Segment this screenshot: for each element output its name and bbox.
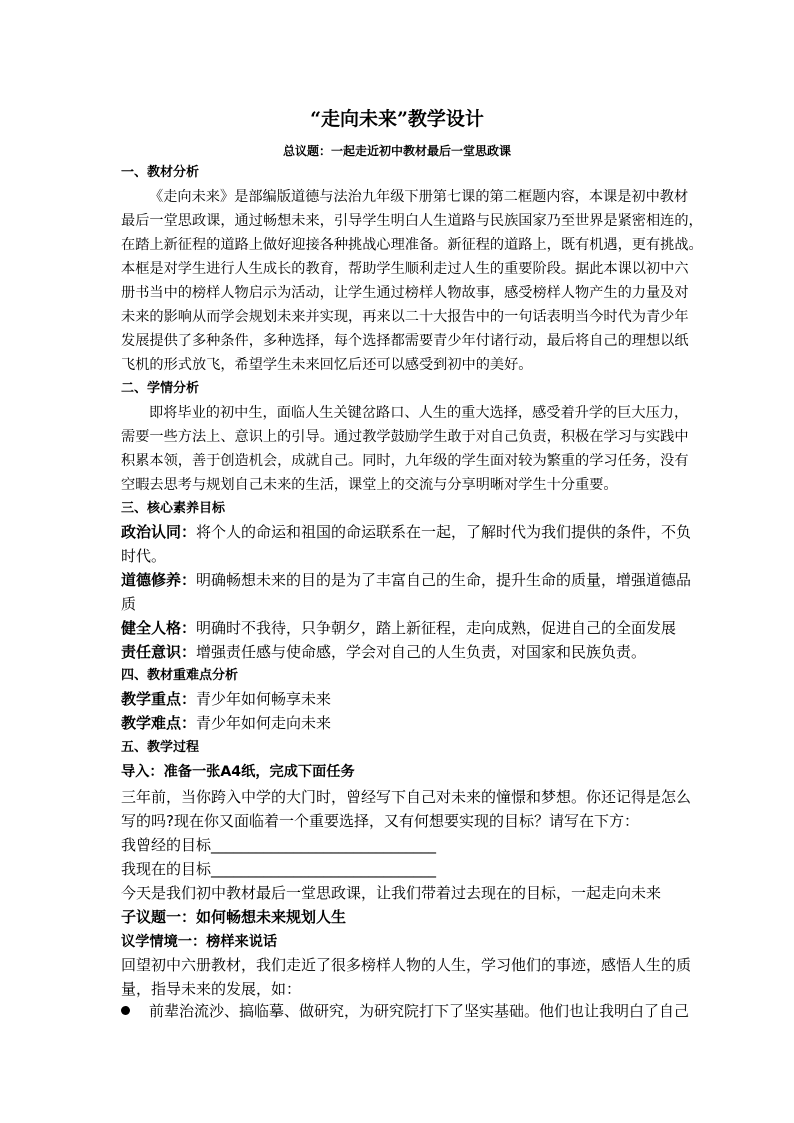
intro-task: 导入：准备一张A4纸，完成下面任务: [121, 764, 355, 780]
goal-sound-personality: [121, 618, 681, 638]
goal-label: 健全人格：: [121, 619, 197, 637]
paragraph-line: 最后一堂思政课，通过畅想未来，引导学生明白人生道路与民族国家乃至世界是紧密相连的，: [121, 213, 703, 229]
paragraph-line: 时代。: [121, 547, 167, 565]
paragraph-line: 《走向未来》是部编版道德与法治九年级下册第七课的第二框题内容，本课是初中教材: [149, 189, 689, 205]
paragraph-line: 未来的影响从而学会规划未来并实现，再来以二十大报告中的一句话表明当今时代为青少年: [121, 309, 689, 325]
sub-topic-1: 子议题一：如何畅想未来规划人生: [121, 908, 347, 926]
paragraph-line: 册书当中的榜样人物启示为活动，让学生通过榜样人物故事，感受榜样人物产生的力量及对: [121, 285, 689, 301]
goal-text: 增强责任感与使命感，学会对自己的人生负责，对国家和民族负责。: [196, 643, 647, 661]
doc-subtitle: 总议题：一起走近初中教材最后一堂思政课: [282, 144, 511, 158]
goal-label: 政治认同：: [121, 523, 197, 541]
paragraph-line: 量，指导未来的发展，如：: [121, 980, 302, 998]
goal-text: 明确畅想未来的目的是为了丰富自己的生命，提升生命的质量，增强道德品: [196, 571, 692, 589]
paragraph-line: 写的吗?现在你又面临着一个重要选择，又有何想要实现的目标？请写在下方：: [121, 812, 639, 830]
difficulty-text: 青少年如何走向未来: [196, 714, 332, 732]
section-heading-2: 二、学情分析: [121, 381, 200, 396]
paragraph-line: 今天是我们初中教材最后一堂思政课，让我们带着过去现在的目标，一起走向未来: [121, 884, 662, 902]
paragraph-line: 回望初中六册教材，我们走近了很多榜样人物的人生，学习他们的事迹，感悟人生的质: [121, 956, 692, 974]
past-goal-blank: 我曾经的目标______________________________: [121, 836, 437, 854]
goal-label: 责任意识：: [121, 643, 197, 661]
paragraph-line: 空暇去思考与规划自己未来的生活，课堂上的交流与分享明晰对学生十分重要。: [121, 477, 618, 493]
discussion-scene-1: 议学情境一：榜样来说话: [121, 934, 278, 950]
paragraph-line: 需要一些方法上、意识上的引导。通过教学鼓励学生敢于对自己负责，积极在学习与实践中: [121, 429, 689, 445]
bullet-icon: [121, 1006, 130, 1015]
goal-text: 将个人的命运和祖国的命运联系在一起，了解时代为我们提供的条件，不负: [196, 523, 692, 541]
doc-title: “走向未来”教学设计: [310, 108, 484, 130]
paragraph-line: 飞机的形式放飞，希望学生未来回忆后还可以感受到初中的美好。: [121, 357, 533, 373]
section-heading-5: 五、教学过程: [121, 740, 200, 755]
goal-responsibility: [121, 642, 681, 662]
key-label: 教学重点：: [121, 690, 197, 708]
section-heading-1: 一、教材分析: [121, 165, 200, 180]
section-heading-3: 三、核心素养目标: [121, 501, 226, 516]
paragraph-line: 即将毕业的初中生，面临人生关键岔路口、人生的重大选择，感受着升学的巨大压力，: [149, 405, 689, 421]
current-goal-blank: 我现在的目标______________________________: [121, 860, 437, 878]
difficulty-label: 教学难点：: [121, 714, 197, 732]
teaching-difficulty: [121, 713, 681, 733]
teaching-key-point: [121, 689, 681, 709]
goal-political-identity: [121, 522, 692, 542]
goal-label: 道德修养：: [121, 571, 197, 589]
section-heading-4: 四、教材重难点分析: [121, 668, 239, 683]
paragraph-line: 质: [121, 595, 137, 613]
paragraph-line: 三年前，当你跨入中学的大门时，曾经写下自己对未来的憧憬和梦想。你还记得是怎么: [121, 788, 692, 806]
key-text: 青少年如何畅享未来: [196, 690, 332, 708]
goal-moral-cultivation: [121, 570, 692, 590]
paragraph-line: 积累本领，善于创造机会，成就自己。同时，九年级的学生面对较为繁重的学习任务，没有: [121, 453, 689, 469]
paragraph-line: 发展提供了多种条件，多种选择，每个选择都需要青少年付诸行动，最后将自己的理想以纸: [121, 333, 689, 349]
goal-text: 明确时不我待，只争朝夕，踏上新征程，走向成熟，促进自己的全面发展: [196, 619, 677, 637]
bullet-item: 前辈治流沙、搞临摹、做研究，为研究院打下了坚实基础。他们也让我明白了自己: [149, 1002, 690, 1020]
paragraph-line: 在踏上新征程的道路上做好迎接各种挑战心理准备。新征程的道路上，既有机遇，更有挑战。: [121, 237, 703, 253]
paragraph-line: 本框是对学生进行人生成长的教育，帮助学生顺利走过人生的重要阶段。据此本课以初中六: [121, 261, 689, 277]
